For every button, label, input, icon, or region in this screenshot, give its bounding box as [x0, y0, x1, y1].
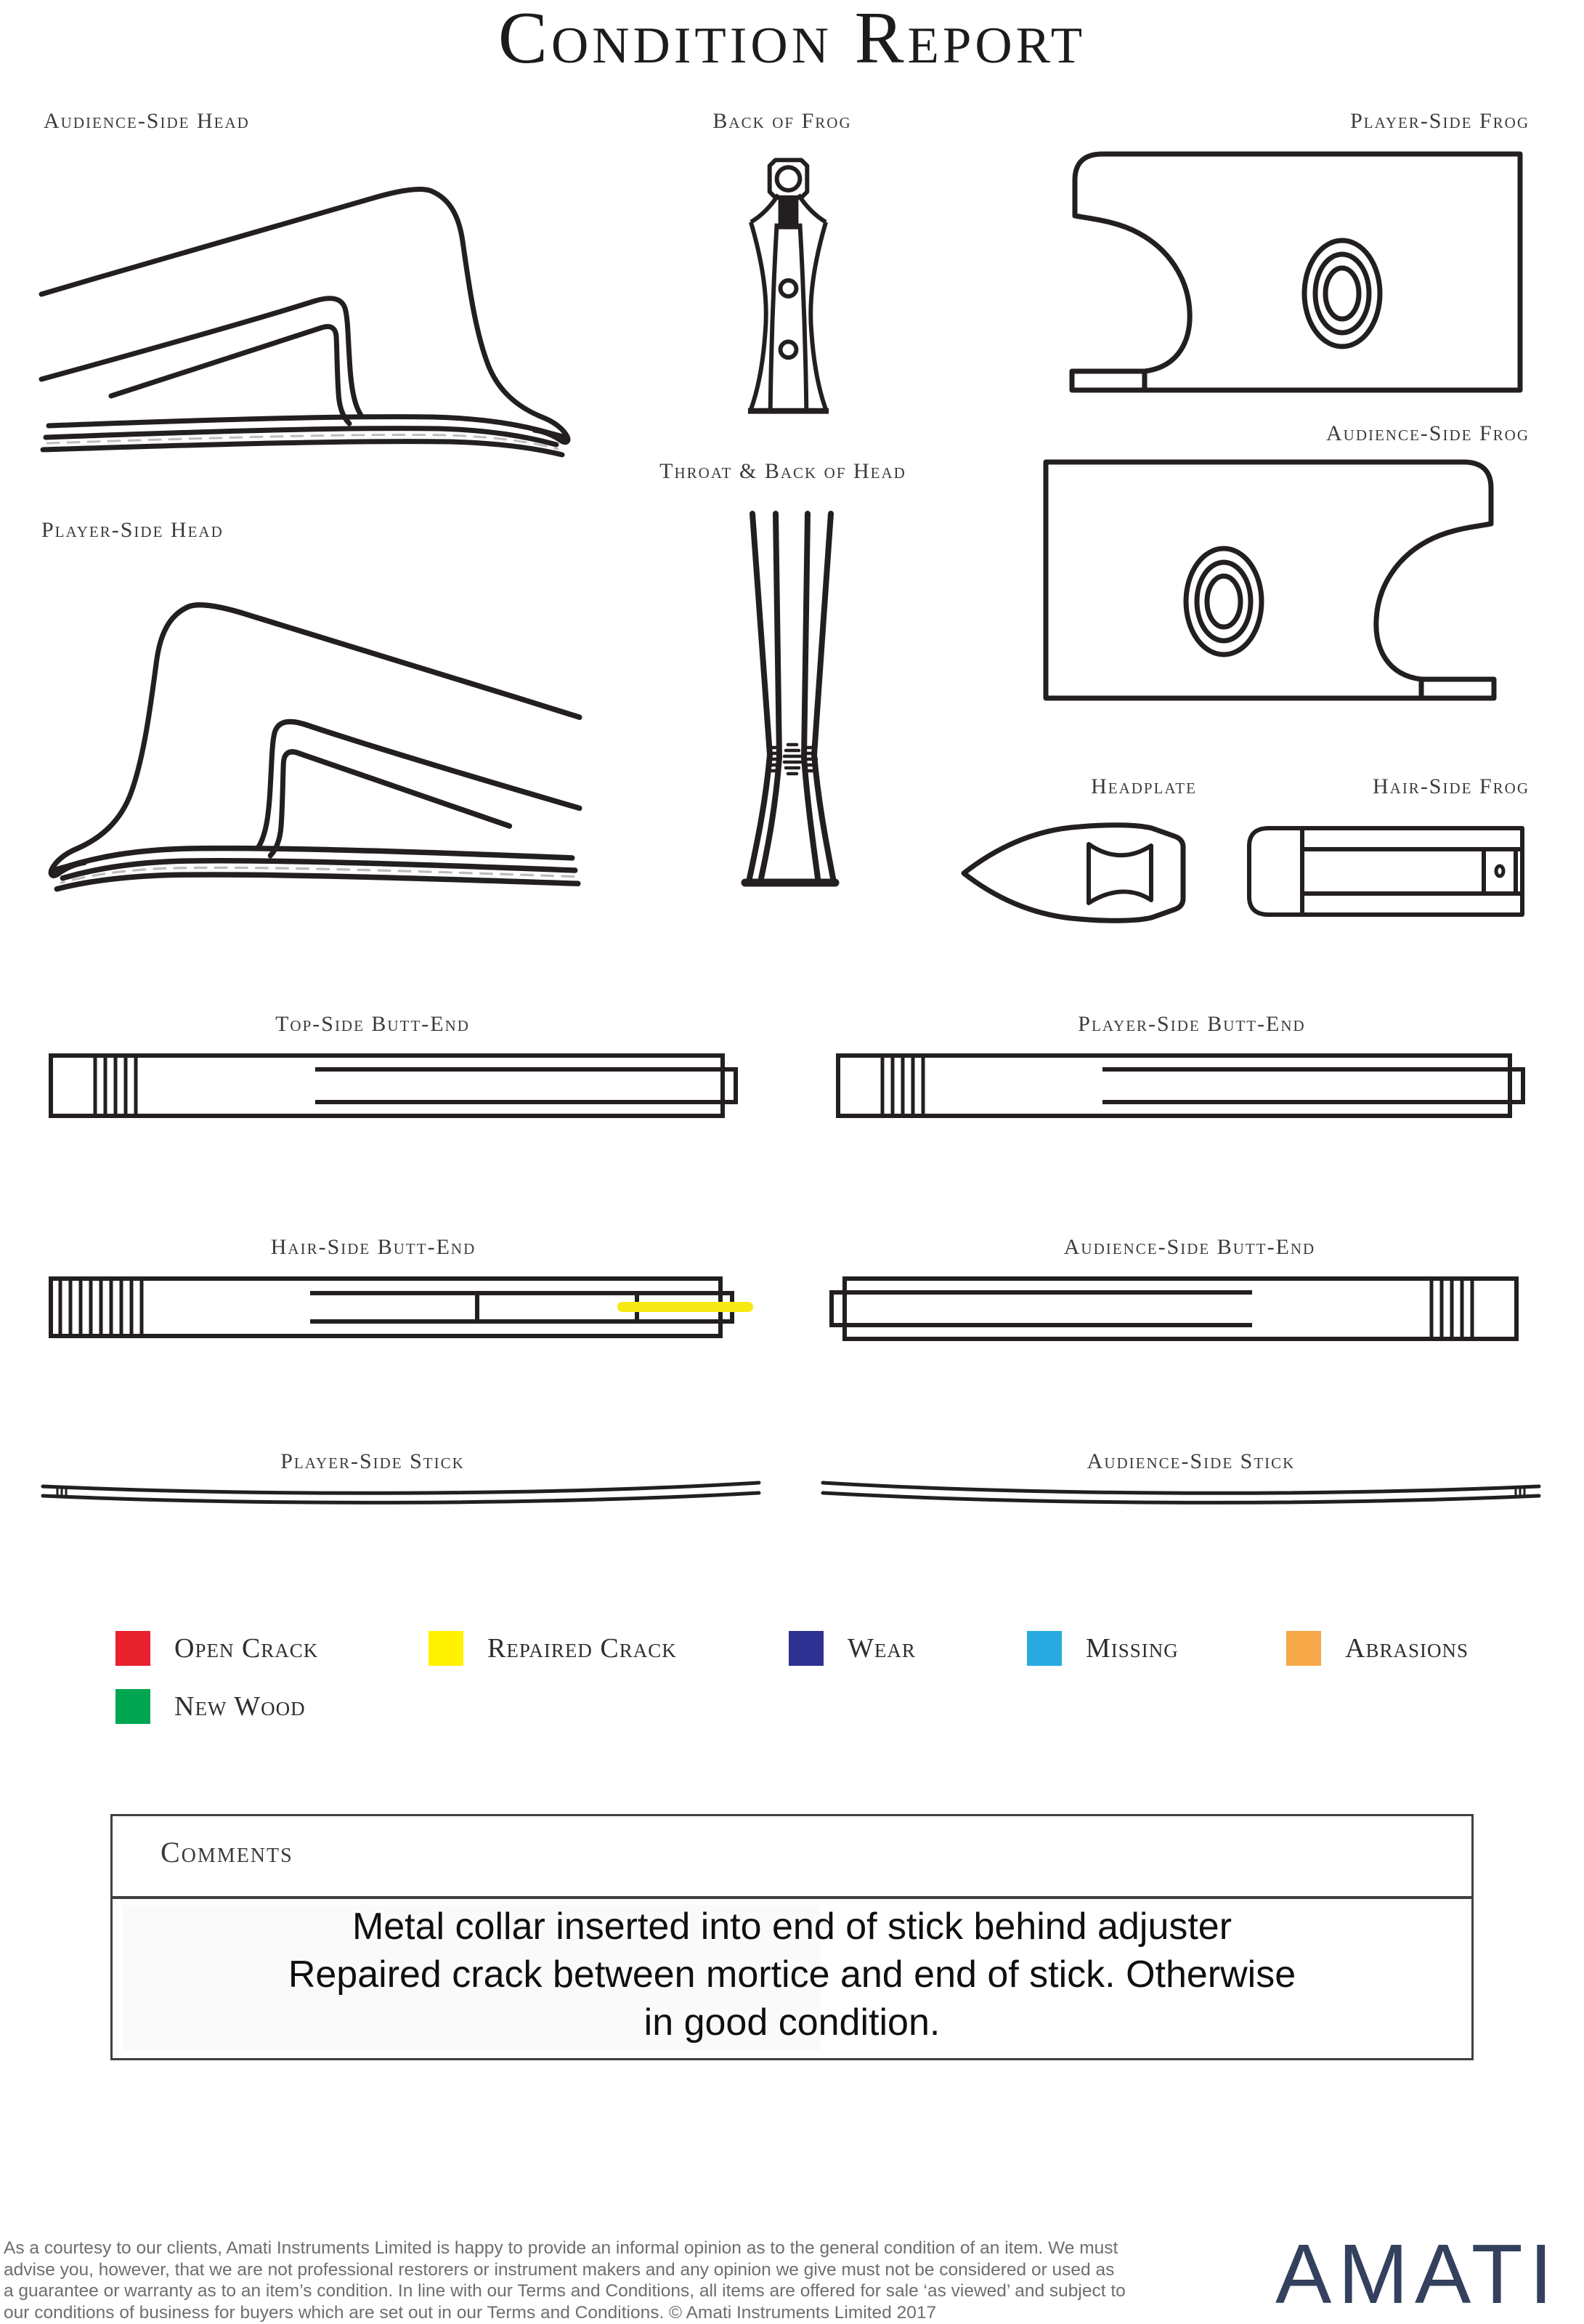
player-side-frog-diagram — [1044, 151, 1525, 393]
open-crack-swatch — [115, 1631, 150, 1666]
abrasions-swatch — [1286, 1631, 1321, 1666]
legend-label: Abrasions — [1345, 1633, 1469, 1664]
top-side-butt-end-diagram — [49, 1053, 742, 1118]
player-side-butt-end-diagram — [836, 1053, 1530, 1118]
disclaimer-line: a guarantee or warranty as to an item’s condition. In line with our Terms and Conditions, all items are offered for sale ‘as viewed’ and subject to — [4, 2281, 1126, 2301]
disclaimer-line: As a courtesy to our clients, Amati Instruments Limited is happy to provide an informal opinion as to the general condition of an item. We must — [4, 2238, 1118, 2258]
back-of-frog-diagram — [741, 149, 836, 418]
amati-logo: AMATI — [1275, 2227, 1559, 2321]
missing-swatch — [1027, 1631, 1062, 1666]
disclaimer-line: advise you, however, that we are not professional restorers or instrument makers and any opinion we give must not be considered or used as — [4, 2259, 1115, 2280]
disclaimer-line: our conditions of business for buyers which are set out in our Terms and Conditions. © Amati Instruments Limited 2017 — [4, 2302, 937, 2323]
label-player-side-butt-end: Player-Side Butt-End — [1078, 1012, 1306, 1036]
disclaimer-text — [4, 2238, 1126, 2323]
player-side-stick-diagram — [41, 1479, 760, 1504]
label-back-of-frog: Back of Frog — [712, 109, 852, 133]
audience-side-head-diagram — [41, 145, 582, 458]
comment-line: Repaired crack between mortice and end of stick. Otherwise — [288, 1953, 1296, 1996]
legend-item-wear — [789, 1631, 916, 1666]
comments-header: Comments — [161, 1836, 293, 1868]
legend-label: Wear — [848, 1633, 916, 1664]
label-audience-side-frog: Audience-Side Frog — [1325, 421, 1530, 445]
comments-box — [110, 1814, 1474, 2060]
wear-swatch — [789, 1631, 824, 1666]
label-audience-side-butt-end: Audience-Side Butt-End — [1063, 1235, 1316, 1259]
label-player-side-head: Player-Side Head — [41, 518, 224, 542]
legend-item-abrasions — [1286, 1631, 1469, 1666]
label-headplate: Headplate — [1091, 774, 1197, 798]
label-player-side-stick: Player-Side Stick — [280, 1449, 465, 1473]
label-audience-side-stick: Audience-Side Stick — [1087, 1449, 1296, 1473]
hair-side-frog-diagram — [1244, 826, 1525, 917]
repaired-crack-swatch — [429, 1631, 463, 1666]
legend-item-repaired-crack — [429, 1631, 677, 1666]
audience-side-stick-diagram — [821, 1479, 1540, 1504]
legend-item-missing — [1027, 1631, 1179, 1666]
label-throat-back-of-head: Throat & Back of Head — [659, 459, 906, 483]
legend-label: Missing — [1086, 1633, 1179, 1664]
label-hair-side-butt-end: Hair-Side Butt-End — [270, 1235, 476, 1259]
label-hair-side-frog: Hair-Side Frog — [1372, 774, 1530, 798]
label-player-side-frog: Player-Side Frog — [1350, 109, 1530, 133]
new-wood-swatch — [115, 1689, 150, 1724]
legend-label: New Wood — [174, 1691, 306, 1722]
label-top-side-butt-end: Top-Side Butt-End — [275, 1012, 470, 1036]
comment-line: Metal collar inserted into end of stick behind adjuster — [352, 1906, 1232, 1948]
label-audience-side-head: Audience-Side Head — [44, 109, 250, 133]
player-side-head-diagram — [36, 558, 580, 892]
headplate-diagram — [961, 822, 1195, 924]
legend-label: Open Crack — [174, 1633, 319, 1664]
audience-side-butt-end-diagram — [825, 1276, 1519, 1341]
legend-item-open-crack — [115, 1631, 318, 1666]
legend-label: Repaired Crack — [487, 1633, 677, 1664]
comment-line: in good condition. — [643, 2001, 941, 2044]
comments-divider — [112, 1896, 1472, 1899]
hair-side-butt-end-diagram — [49, 1276, 757, 1338]
legend-item-new-wood — [115, 1689, 306, 1724]
audience-side-frog-diagram — [1037, 459, 1525, 701]
page-title: Condition Report — [497, 0, 1087, 79]
throat-back-of-head-diagram — [734, 514, 836, 892]
